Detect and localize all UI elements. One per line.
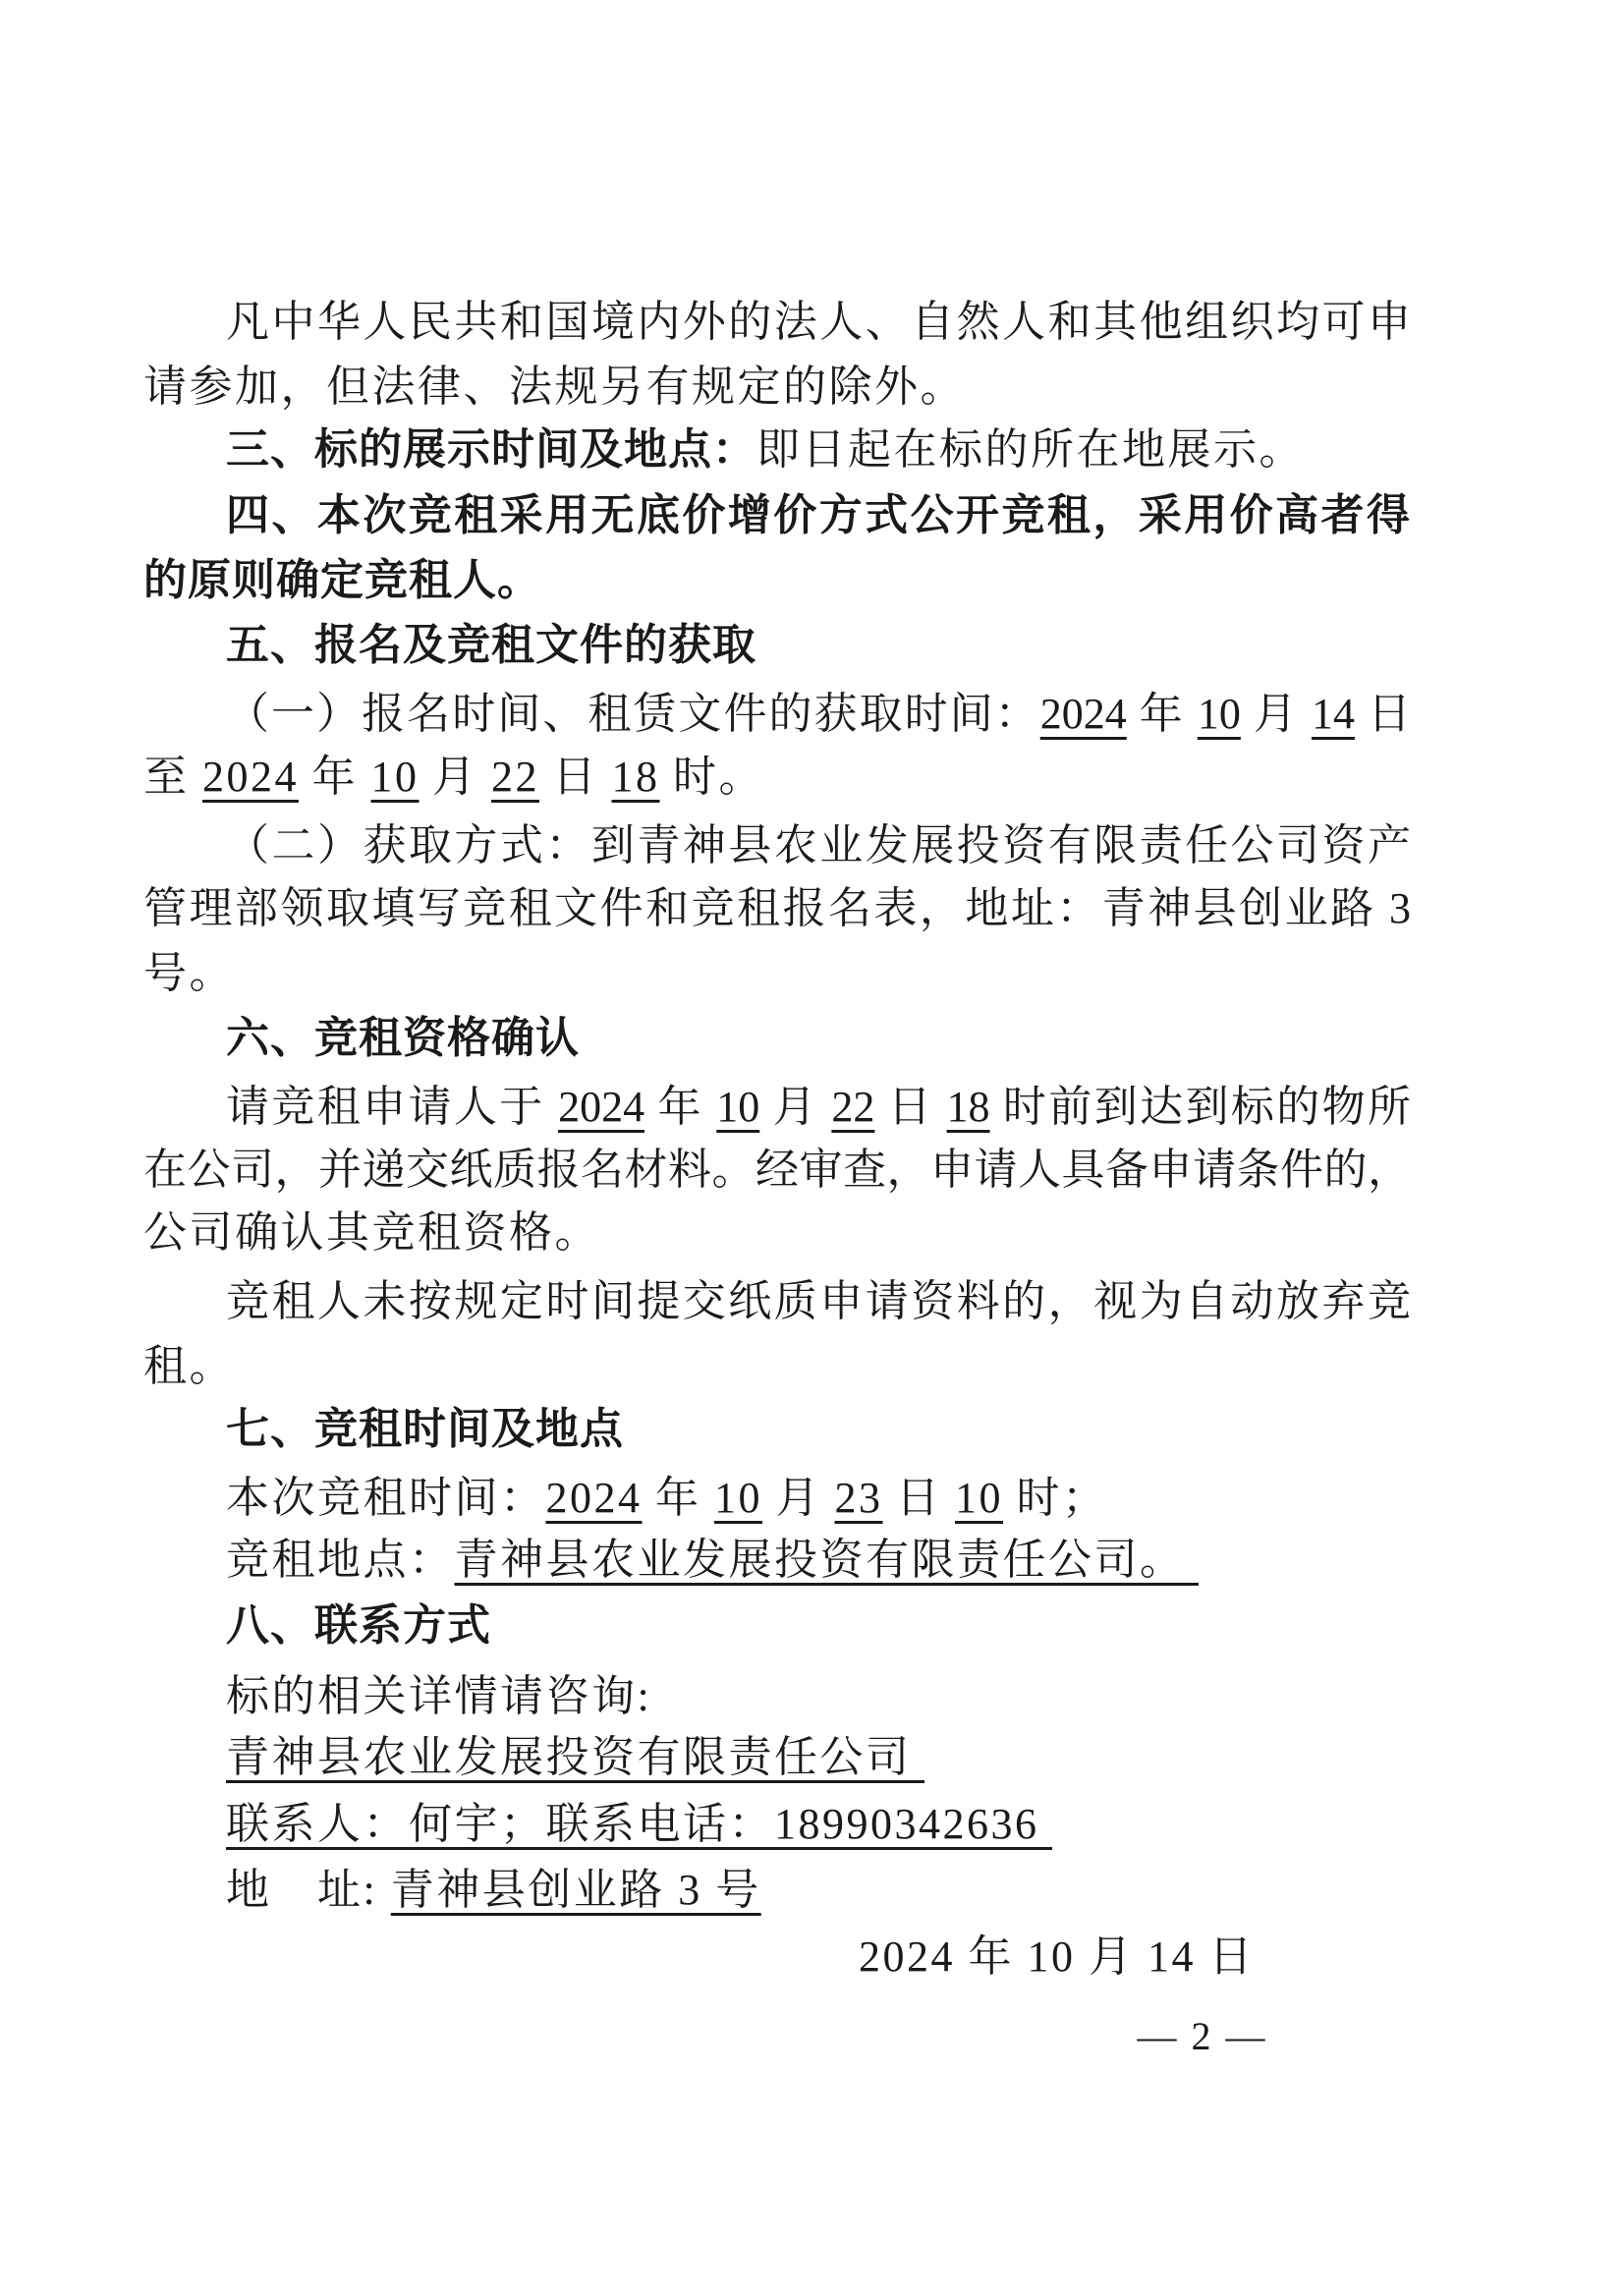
underlined-text: 2024 <box>1039 690 1127 738</box>
text-segment: 月 <box>1240 690 1312 738</box>
text-segment: 本次竞租时间： <box>226 1474 546 1522</box>
underlined-text: 2024 <box>545 1474 643 1522</box>
text-segment: 管理部领取填写竞租文件和竞租报名表，地址：青神县创业路 3 <box>143 884 1411 932</box>
underlined-text: 10 <box>955 1474 1003 1522</box>
text-segment: 日 <box>539 753 612 801</box>
page-number <box>143 2010 1411 2063</box>
heading-section-3 <box>143 423 1411 476</box>
underlined-text: 23 <box>834 1474 883 1522</box>
issue-date <box>143 1931 1411 1984</box>
text-line-9 <box>143 819 1411 872</box>
text-line-15 <box>143 1206 1411 1260</box>
heading-section-4 <box>143 489 1411 542</box>
underlined-text: 14 <box>1311 690 1355 738</box>
bold-text: 六、竞租资格确认 <box>226 1014 580 1062</box>
text-segment: 竞租人未按规定时间提交纸质申请资料的，视为自动放弃竞 <box>226 1277 1411 1325</box>
text-segment: 在公司，并递交纸质报名材料。经审查，申请人具备申请条件的， <box>143 1146 1411 1194</box>
text-segment: 凡中华人民共和国境内外的法人、自然人和其他组织均可申 <box>226 298 1411 346</box>
text-line-7 <box>143 688 1411 741</box>
text-segment: 日 <box>882 1474 955 1522</box>
bold-text: 五、报名及竞租文件的获取 <box>226 621 756 669</box>
text-line-11 <box>143 947 1411 1000</box>
bold-text: 的原则确定竞租人。 <box>143 556 541 604</box>
heading-section-6 <box>143 1012 1411 1065</box>
text-segment: 标的相关详情请咨询: <box>226 1672 652 1720</box>
text-segment: 日 <box>1354 690 1412 738</box>
underlined-text: 青神县农业发展投资有限责任公司。 <box>454 1536 1199 1584</box>
text-segment: 时前到达到标的物所 <box>989 1083 1412 1131</box>
underlined-text: 10 <box>1197 690 1241 738</box>
text-segment: 时； <box>1003 1474 1108 1522</box>
text-line-2 <box>143 361 1411 414</box>
text-segment: 地 址: <box>226 1866 391 1914</box>
text-segment: 年 <box>644 1083 717 1131</box>
text-segment: 公司确认其竞租资格。 <box>143 1208 600 1257</box>
heading-section-5 <box>143 619 1411 672</box>
text-segment: 即日起在标的所在地展示。 <box>756 425 1305 474</box>
text-segment: 月 <box>419 753 491 801</box>
underlined-text: 22 <box>491 753 539 801</box>
underlined-text: 10 <box>370 753 420 801</box>
text-line-5 <box>143 554 1411 607</box>
underlined-text: 2024 <box>558 1083 645 1131</box>
text-line-25 <box>143 1864 1411 1917</box>
underlined-text: 10 <box>714 1474 762 1522</box>
underlined-text: 18 <box>611 753 660 801</box>
text-segment: 年 <box>1126 690 1198 738</box>
text-segment: — 2 — <box>1137 2014 1267 2058</box>
text-line-20 <box>143 1534 1411 1587</box>
text-line-19 <box>143 1472 1411 1525</box>
text-segment: （二）获取方式：到青神县农业发展投资有限责任公司资产 <box>226 821 1411 869</box>
text-segment: 号。 <box>143 949 235 997</box>
bold-text: 八、联系方式 <box>226 1601 491 1650</box>
text-segment: （一）报名时间、租赁文件的获取时间： <box>226 690 1040 738</box>
text-segment: 日 <box>874 1083 947 1131</box>
text-segment: 月 <box>762 1474 835 1522</box>
underlined-text: 10 <box>716 1083 760 1131</box>
text-segment: 时。 <box>659 753 764 801</box>
underlined-text: 22 <box>831 1083 875 1131</box>
heading-section-8 <box>143 1599 1411 1652</box>
heading-section-7 <box>143 1403 1411 1456</box>
text-line-17 <box>143 1340 1411 1393</box>
text-segment: 年 <box>642 1474 714 1522</box>
underlined-text: 联系人：何宇；联系电话：18990342636 <box>226 1800 1052 1848</box>
text-segment: 租。 <box>143 1342 235 1390</box>
text-line-24 <box>143 1798 1411 1851</box>
text-line-8 <box>143 751 1411 804</box>
text-line-13 <box>143 1081 1411 1134</box>
text-line-14 <box>143 1144 1411 1197</box>
text-segment: 月 <box>759 1083 832 1131</box>
text-segment: 请竞租申请人于 <box>226 1083 559 1131</box>
text-segment: 至 <box>143 753 202 801</box>
text-segment: 竞租地点： <box>226 1536 455 1584</box>
text-segment: 请参加，但法律、法规另有规定的除外。 <box>143 363 966 411</box>
text-line-16 <box>143 1275 1411 1328</box>
underlined-text: 18 <box>946 1083 990 1131</box>
underlined-text: 2024 <box>202 753 299 801</box>
text-line-22 <box>143 1670 1411 1723</box>
text-segment: 年 <box>299 753 371 801</box>
text-line-23 <box>143 1731 1411 1784</box>
bold-text: 七、竞租时间及地点 <box>226 1405 624 1453</box>
underlined-text: 青神县创业路 3 号 <box>390 1866 761 1914</box>
bold-text: 三、标的展示时间及地点： <box>226 425 756 474</box>
underlined-text: 青神县农业发展投资有限责任公司 <box>226 1733 924 1781</box>
text-segment: 2024 年 10 月 14 日 <box>859 1932 1255 1981</box>
text-line-10 <box>143 882 1411 935</box>
text-line-1 <box>143 296 1411 349</box>
bold-text: 四、本次竞租采用无底价增价方式公开竞租，采用价高者得 <box>226 491 1411 539</box>
